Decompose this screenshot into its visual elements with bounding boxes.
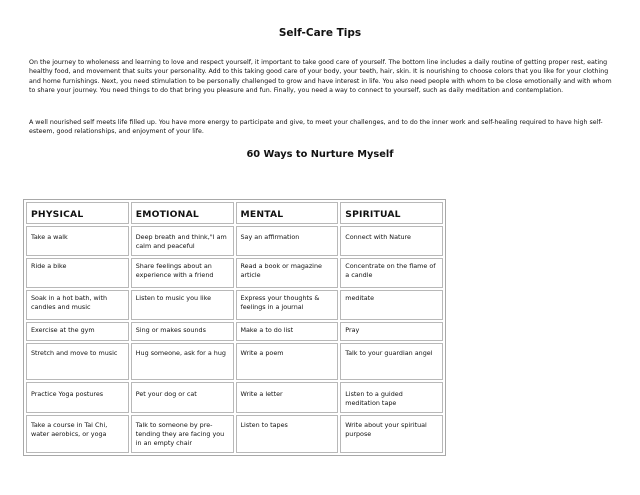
table-cell: Talk to your guardian angel <box>340 343 443 380</box>
table-cell: Listen to a guided meditation tape <box>340 382 443 413</box>
header-emotional: EMOTIONAL <box>131 202 234 224</box>
table-row <box>26 226 443 256</box>
table-cell: Pet your dog or cat <box>131 382 234 413</box>
table-row <box>26 382 443 413</box>
table-cell: Say an affirmation <box>236 226 339 256</box>
table-cell: Talk to someone by pre-tending they are facing you in an empty chair <box>131 415 234 453</box>
table-cell: Write a poem <box>236 343 339 380</box>
table-cell: Write a letter <box>236 382 339 413</box>
table-row <box>26 322 443 341</box>
table-row <box>26 290 443 320</box>
table-cell: Soak in a hot bath, with candles and music <box>26 290 129 320</box>
page-title: Self-Care Tips <box>278 27 362 39</box>
table-cell: Pray <box>340 322 443 341</box>
table-row <box>26 343 443 380</box>
header-spiritual: SPIRITUAL <box>340 202 443 224</box>
table-cell: Take a course in Tai Chi, water aerobics, or yoga <box>26 415 129 453</box>
table-cell: Write about your spiritual purpose <box>340 415 443 453</box>
table-cell: meditate <box>340 290 443 320</box>
table-cell: Exercise at the gym <box>26 322 129 341</box>
table-cell: Hug someone, ask for a hug <box>131 343 234 380</box>
table-cell: Make a to do list <box>236 322 339 341</box>
table-row <box>26 415 443 453</box>
table-cell: Ride a bike <box>26 258 129 288</box>
table-cell: Listen to tapes <box>236 415 339 453</box>
table-cell: Sing or makes sounds <box>131 322 234 341</box>
second-paragraph: A well nourished self meets life filled up. You have more energy to participate and give, to meet your challenges, and to do the inner work and self-healing required to have high self-esteem, good relationships, and enjoyment of your life. <box>29 119 603 136</box>
table-cell: Deep breath and think,"I am calm and peaceful <box>131 226 234 256</box>
table-title: 60 Ways to Nurture Myself <box>246 149 394 160</box>
header-physical: PHYSICAL <box>26 202 129 224</box>
table-cell: Share feelings about an experience with a friend <box>131 258 234 288</box>
table-header-row <box>26 202 443 224</box>
table-cell: Practice Yoga postures <box>26 382 129 413</box>
table-cell: Read a book or magazine article <box>236 258 339 288</box>
table-cell: Concentrate on the flame of a candle <box>340 258 443 288</box>
intro-paragraph: On the journey to wholeness and learning to love and respect yourself, it important to take good care of yourself. The bottom line includes a daily routine of getting proper rest, eating healthy food, and movement that suits your personality. Add to this taking good care of your body, your teeth, hair, skin. It is nourishing to choose colors that you like for your clothing and home furnishings. Next, you need stimulation to be personally challenged to grow and have interest in life. You also need people with whom to be close emotionally and with whom to share your journey. You need things to do that bring you pleasure and fun. Finally, you need a way to connect to yourself, such as daily meditation and contemplation. <box>29 59 612 94</box>
table-cell: Take a walk <box>26 226 129 256</box>
table-cell: Listen to music you like <box>131 290 234 320</box>
table-cell: Connect with Nature <box>340 226 443 256</box>
table-cell: Express your thoughts & feelings in a journal <box>236 290 339 320</box>
table-cell: Stretch and move to music <box>26 343 129 380</box>
nurture-table <box>23 199 446 456</box>
header-mental: MENTAL <box>236 202 339 224</box>
table-row <box>26 258 443 288</box>
